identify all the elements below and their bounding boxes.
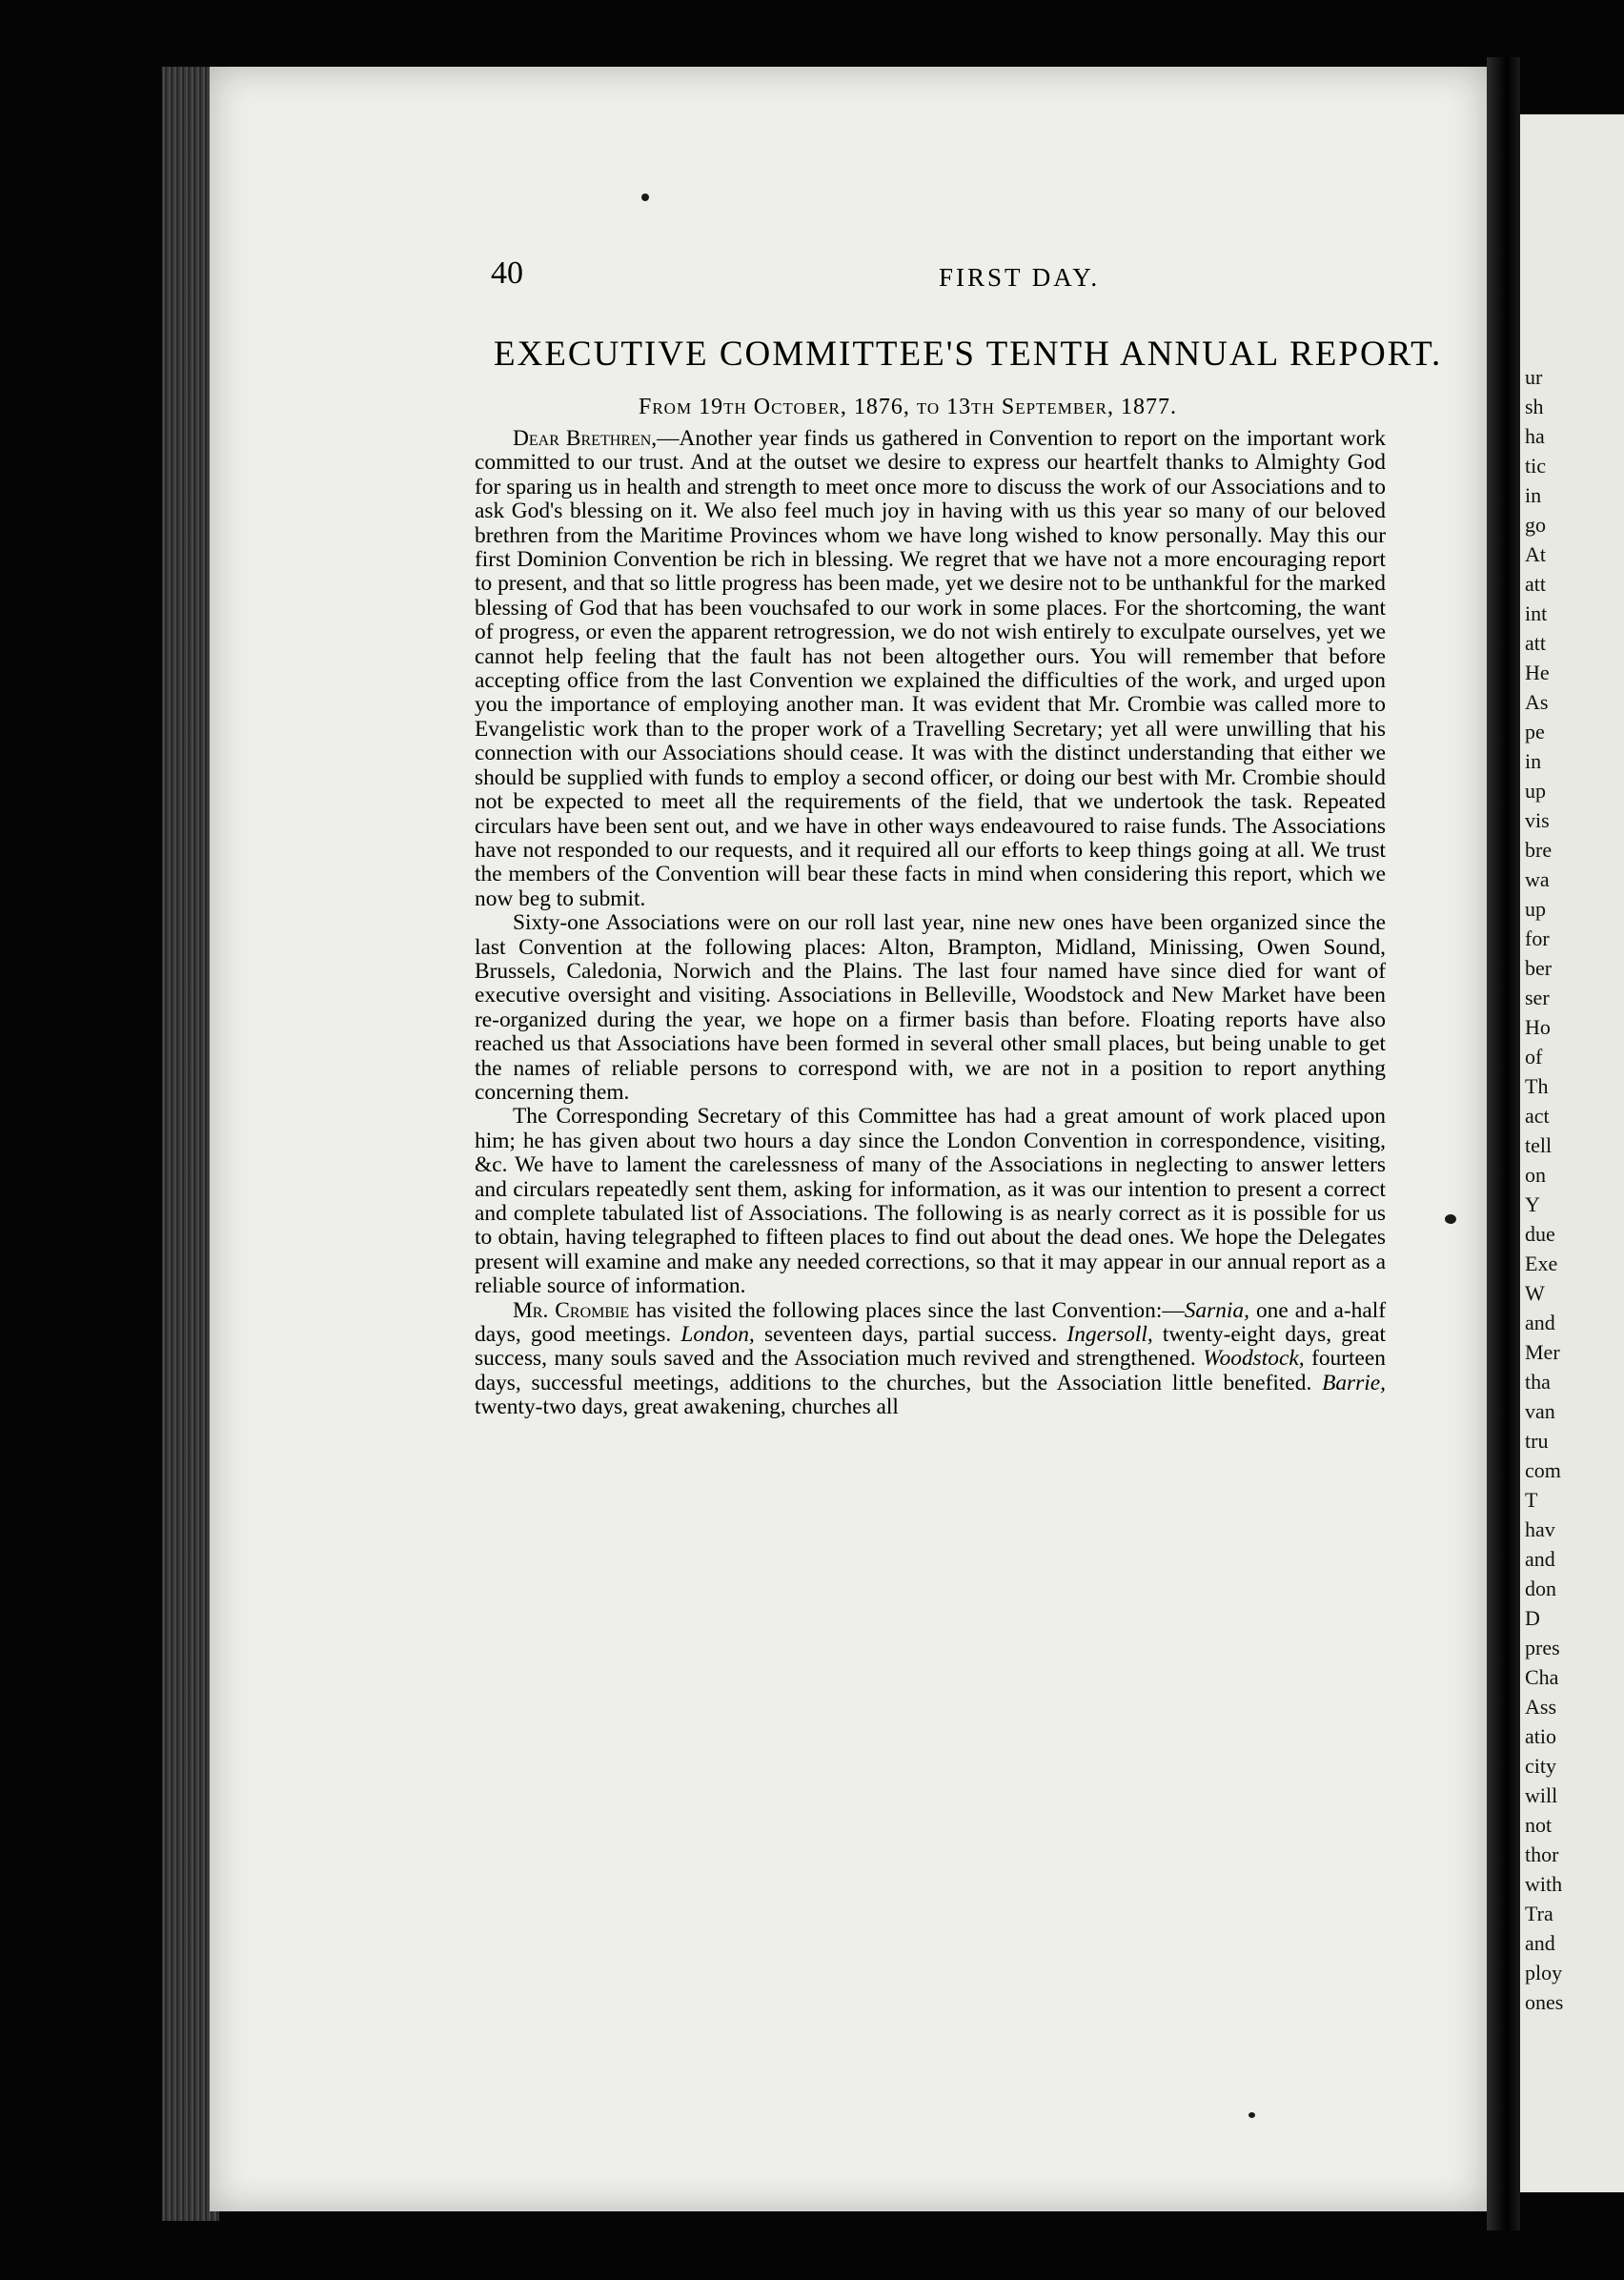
adjacent-page-word: city: [1525, 1754, 1556, 1778]
adjacent-page-word: W: [1525, 1281, 1545, 1305]
report-body: [475, 427, 1386, 1420]
adjacent-page-word: Y: [1525, 1192, 1540, 1216]
adjacent-page-word: As: [1525, 690, 1549, 714]
place-london: London,: [680, 1322, 755, 1348]
adjacent-page-word: com: [1525, 1458, 1561, 1482]
adjacent-page-word: Mer: [1525, 1340, 1560, 1364]
adjacent-page-word: ploy: [1525, 1961, 1563, 1985]
adjacent-page-fragment: [1520, 114, 1624, 2192]
place-woodstock: Woodstock,: [1203, 1346, 1305, 1372]
running-head: FIRST DAY.: [939, 263, 1101, 292]
adjacent-page-word: vis: [1525, 808, 1550, 832]
adjacent-page-word: tha: [1525, 1370, 1551, 1394]
adjacent-page-word: in: [1525, 749, 1542, 773]
adjacent-page-word: pe: [1525, 720, 1545, 743]
adjacent-page-word: He: [1525, 661, 1550, 684]
adjacent-page-word: act: [1525, 1104, 1550, 1128]
person-name: Mr. Crombie: [513, 1297, 630, 1323]
adjacent-page-word: tic: [1525, 454, 1546, 478]
adjacent-page-word: in: [1525, 483, 1542, 507]
adjacent-page-word: bre: [1525, 838, 1553, 862]
adjacent-page-word: Exe: [1525, 1252, 1558, 1275]
adjacent-page-word: tell: [1525, 1133, 1553, 1157]
adjacent-page-word: go: [1525, 513, 1546, 537]
adjacent-page-word: Th: [1525, 1074, 1549, 1098]
adjacent-page-word: Ho: [1525, 1015, 1551, 1039]
report-title: EXECUTIVE COMMITTEE'S TENTH ANNUAL REPORT.: [494, 335, 1443, 374]
ink-speck: [1248, 2112, 1255, 2118]
place-ingersoll: Ingersoll,: [1066, 1322, 1153, 1348]
adjacent-page-word: ur: [1525, 365, 1543, 389]
adjacent-page-word: sh: [1525, 395, 1544, 418]
paragraph-crombie-visits: [475, 1299, 1386, 1420]
adjacent-page-word: atio: [1525, 1724, 1556, 1748]
adjacent-page-word: D: [1525, 1606, 1540, 1630]
adjacent-page-word: att: [1525, 572, 1546, 596]
paragraph-text: twenty-eight days, great success, many souls saved and the Association much revived and strengthened.: [475, 1322, 1387, 1372]
ink-speck: [1445, 1214, 1456, 1224]
adjacent-page-word: and: [1525, 1311, 1555, 1334]
page-number: 40: [491, 255, 523, 291]
adjacent-page-word: up: [1525, 897, 1546, 921]
adjacent-page-word: on: [1525, 1163, 1546, 1187]
paragraph-associations: Sixty-one Associations were on our roll last year, nine new ones have been organized since the last Convention at the following places: Alton, Brampton, Midland, Minissing, Owen Sound, Brussels, Caledonia, Norwich and the Plains. The last four named have since died for want of executive oversight and visiting. Associations in Belleville, Woodstock and New Market have been re-organized during the year, we hope on a firmer basis than before. Floating reports have also reached us that Associations have been formed in several other small places, but being unable to get the names of reliable persons to correspond with, we are not in a position to report anything concerning them.: [475, 910, 1386, 1105]
adjacent-page-word: Cha: [1525, 1665, 1559, 1689]
adjacent-page-word: and: [1525, 1931, 1555, 1955]
adjacent-page-word: up: [1525, 779, 1546, 803]
page-header: [281, 255, 1425, 313]
adjacent-page-word: of: [1525, 1045, 1543, 1069]
adjacent-page-word: ones: [1525, 1990, 1564, 2014]
adjacent-page-word: tru: [1525, 1429, 1549, 1453]
adjacent-page-word: wa: [1525, 867, 1550, 891]
paragraph-text: —Another year finds us gathered in Convention to report on the important work committed to our trust. And at the outset we desire to express our heartfelt thanks to Almighty God for sparing us in health and strength to meet once more to discuss the work of our Associations and to ask God's blessing on it. We also feel much joy in having with us this year so many of our beloved brethren from the Maritime Provinces whom we have long wished to know personally. May this our first Dominion Convention be rich in blessing. We regret that we have not a more encouraging report to present, and that so little progress has been made, yet we desire not to be unthankful for the marked blessing of God that has been vouchsafed to our work in some places. For the shortcoming, the want of progress, or even the apparent retrogression, we do not wish entirely to exculpate ourselves, yet we cannot help feeling that the fault has not been altogether ours. You will remember that before accepting office from the last Convention we explained the difficulties of the work, and urged upon you the importance of employing another man. It was evident that Mr. Crombie was called more to Evangelistic work than to the proper work of a Travelling Secretary; yet all were unwilling that his connection with our Associations should cease. It was with the distinct understanding that either we should be supplied with funds to employ a second officer, or doing our best with Mr. Crombie should not be expected to meet all the requirements of the field, that we undertook the task. Repeated circulars have been sent out, and we have in other ways endeavoured to raise funds. The Associations have not responded to our requests, and it required all our efforts to keep things going at all. We trust the members of the Convention will bear these facts in mind when considering this report, which we now beg to submit.: [475, 426, 1386, 911]
book-gutter: [1487, 57, 1520, 2230]
adjacent-page-word: int: [1525, 601, 1548, 625]
adjacent-page-word: hav: [1525, 1517, 1555, 1541]
adjacent-page-word: for: [1525, 926, 1550, 950]
ink-speck: [641, 193, 649, 201]
adjacent-page-word: ser: [1525, 986, 1550, 1009]
adjacent-page-text: [1525, 362, 1563, 2017]
place-barrie: Barrie,: [1322, 1370, 1386, 1395]
paragraph-text: one and a-half days, good meetings.: [475, 1297, 1386, 1348]
adjacent-page-word: don: [1525, 1577, 1556, 1600]
adjacent-page-word: att: [1525, 631, 1546, 655]
adjacent-page-word: pres: [1525, 1636, 1560, 1659]
adjacent-page-word: Tra: [1525, 1902, 1553, 1925]
adjacent-page-word: T: [1525, 1488, 1538, 1512]
adjacent-page-word: Ass: [1525, 1695, 1557, 1719]
adjacent-page-word: At: [1525, 542, 1546, 566]
adjacent-page-word: ha: [1525, 424, 1545, 448]
paragraph-text: seventeen days, partial success.: [754, 1322, 1067, 1348]
adjacent-page-word: with: [1525, 1872, 1563, 1896]
place-sarnia: Sarnia,: [1184, 1297, 1249, 1323]
adjacent-page-word: will: [1525, 1783, 1558, 1807]
report-date-range: From 19th October, 1876, to 13th September, 1877.: [639, 395, 1177, 419]
adjacent-page-word: not: [1525, 1813, 1553, 1837]
paragraph-text: fourteen days, successful meetings, additions to the churches, but the Association little benefited.: [475, 1346, 1386, 1395]
paragraph-text: twenty-two days, great awakening, churches all: [475, 1394, 899, 1420]
paragraph-secretary: The Corresponding Secretary of this Committee has had a great amount of work placed upon him; he has given about two hours a day since the London Convention in correspondence, visiting, &c. We have to lament the carelessness of many of the Associations in neglecting to answer letters and circulars repeatedly sent them, asking for information, as it was our intention to present a correct and complete tabulated list of Associations. The following is as nearly correct as it is possible for us to obtain, having telegraphed to fifteen places to find out about the dead ones. We hope the Delegates present will examine and make any needed corrections, so that it may appear in our annual report as a reliable source of information.: [475, 1104, 1386, 1299]
paragraph-introduction: [475, 427, 1386, 911]
paragraph-text: has visited the following places since the last Convention:—: [629, 1297, 1185, 1323]
salutation: Dear Brethren,: [513, 426, 658, 451]
adjacent-page-word: due: [1525, 1222, 1555, 1246]
adjacent-page-word: thor: [1525, 1842, 1559, 1866]
adjacent-page-word: van: [1525, 1399, 1555, 1423]
adjacent-page-word: ber: [1525, 956, 1553, 980]
adjacent-page-word: and: [1525, 1547, 1555, 1571]
